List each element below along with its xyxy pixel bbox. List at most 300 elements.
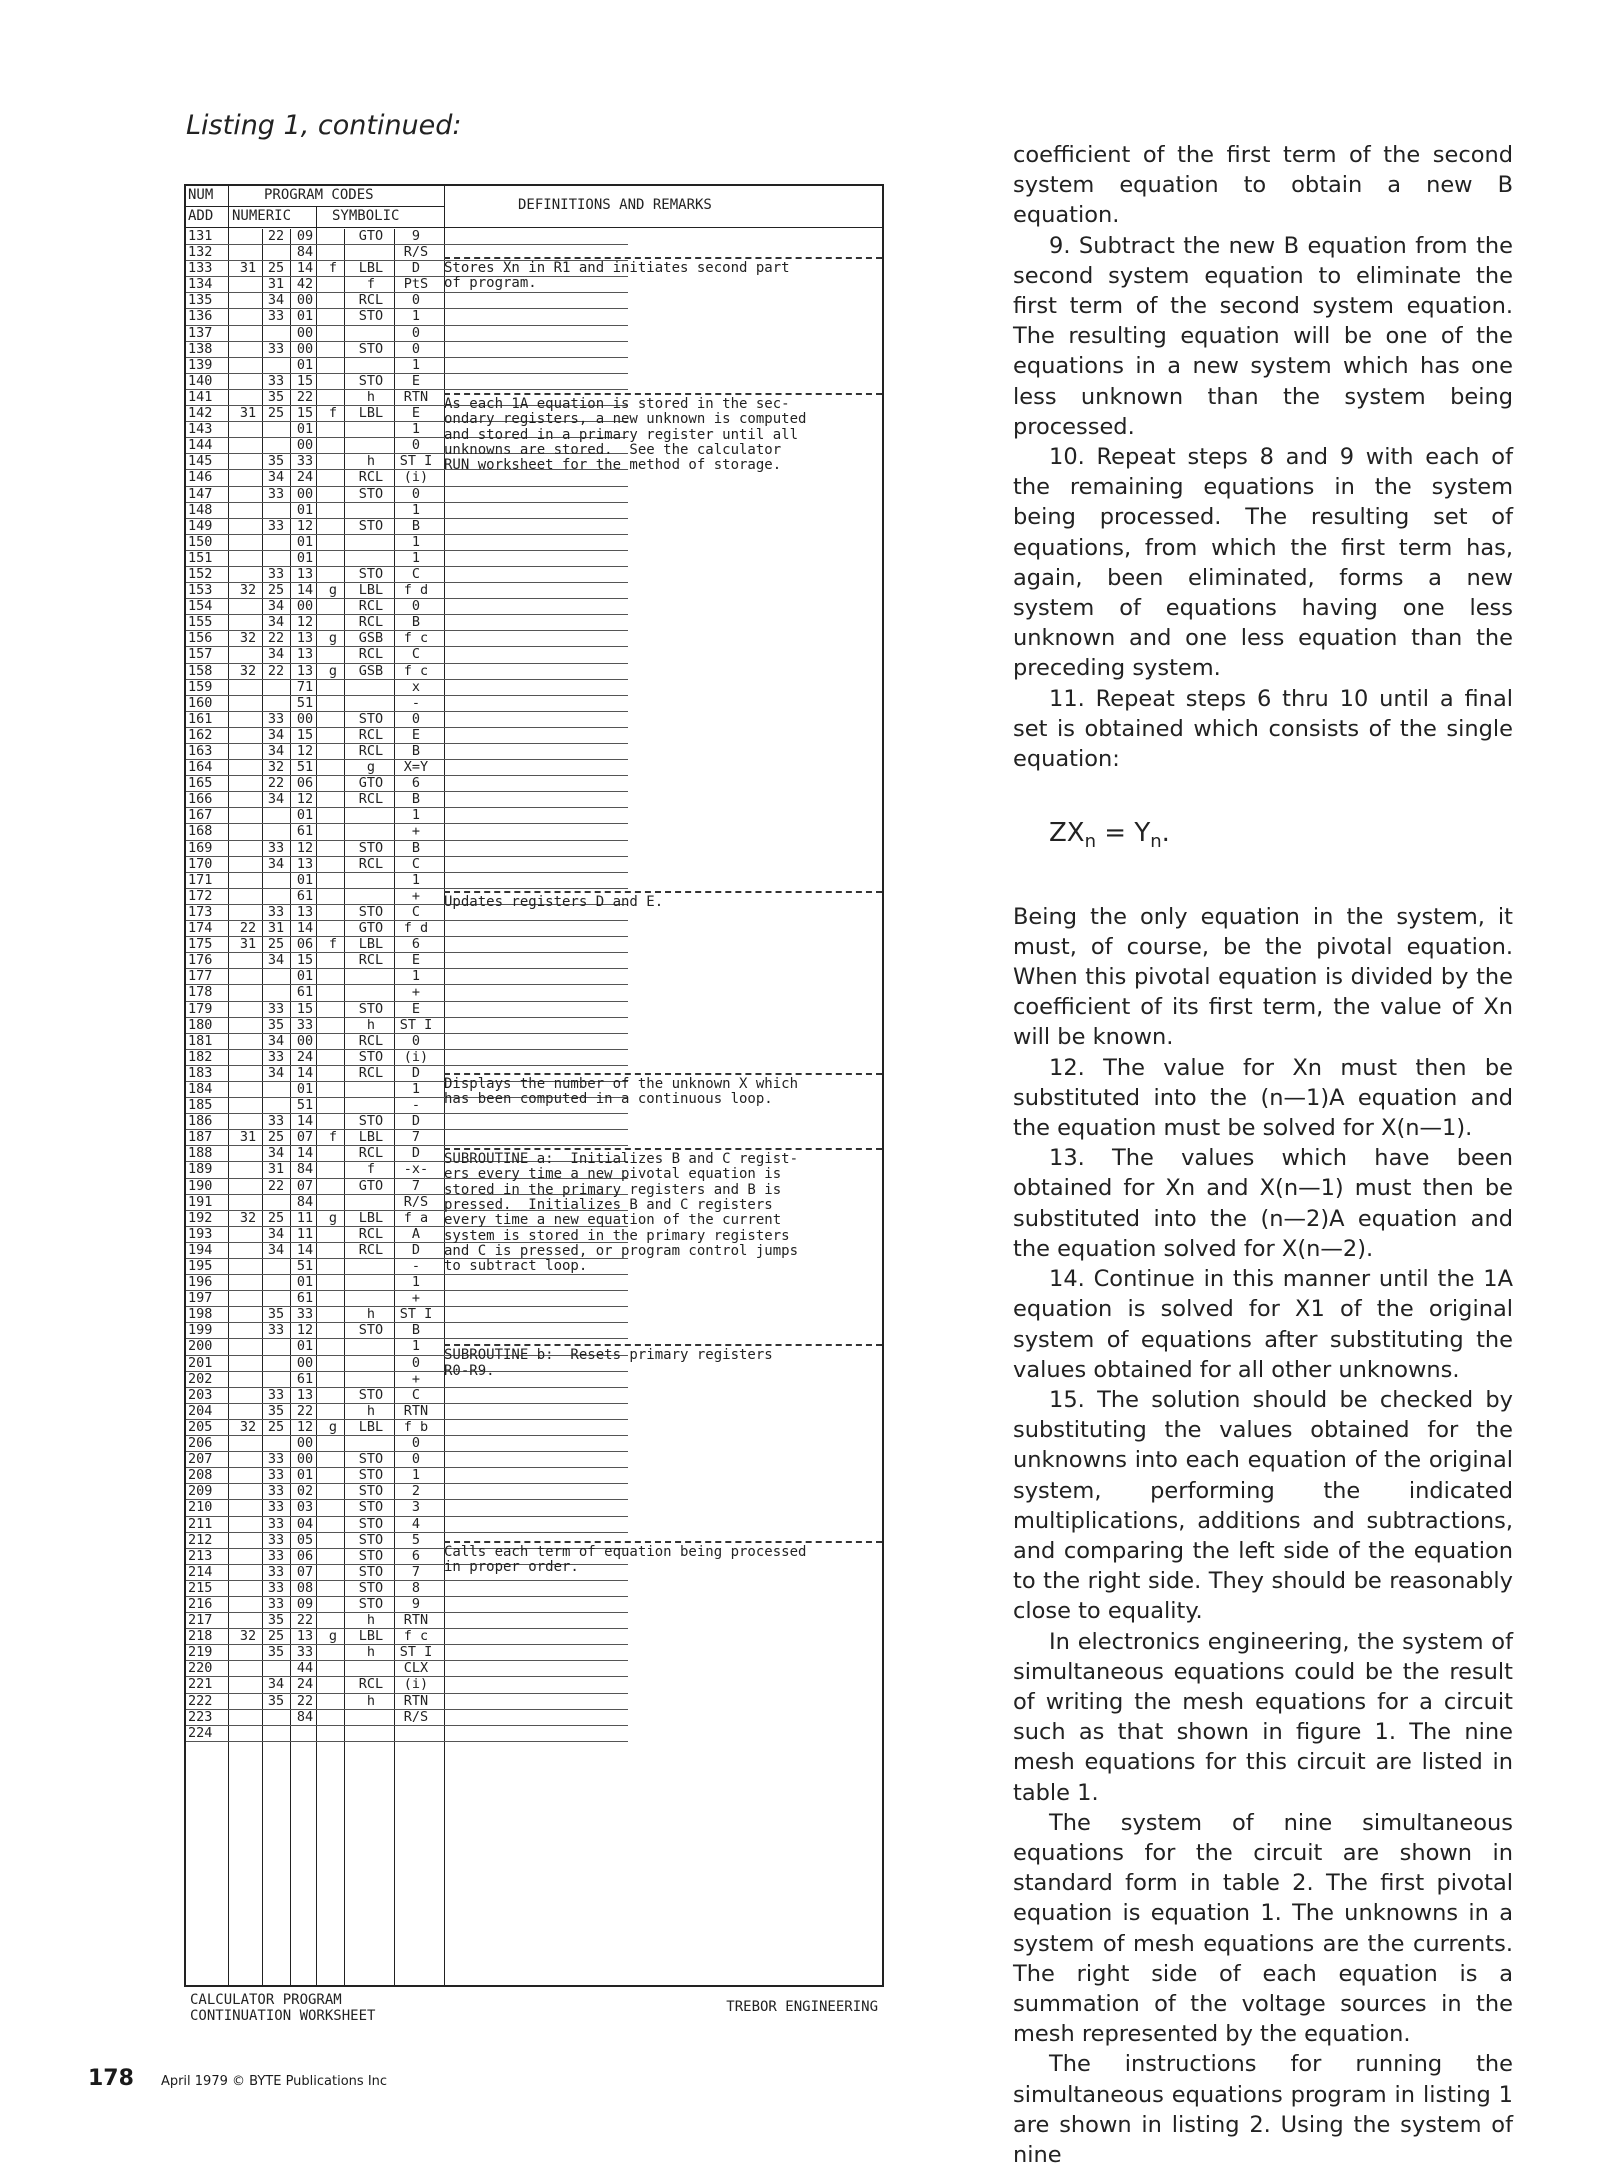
step-number: 221 bbox=[188, 1676, 213, 1693]
code-major: 33 bbox=[267, 1451, 285, 1468]
shift-key: f bbox=[328, 405, 338, 422]
code-minor: 12 bbox=[296, 517, 314, 534]
operation: RCL bbox=[358, 646, 384, 663]
program-step-row bbox=[186, 1018, 628, 1034]
remark-text: SUBROUTINE b: Resets primary registers R0-R9. bbox=[444, 1347, 773, 1379]
step-number: 165 bbox=[188, 775, 213, 792]
code-minor: 12 bbox=[296, 1322, 314, 1339]
operation: LBL bbox=[358, 260, 384, 277]
step-number: 203 bbox=[188, 1386, 213, 1403]
code-prefix: 32 bbox=[239, 1418, 257, 1435]
code-minor: 01 bbox=[296, 1338, 314, 1355]
step-number: 201 bbox=[188, 1354, 213, 1371]
code-minor: 00 bbox=[296, 1451, 314, 1468]
page-footer bbox=[88, 2066, 387, 2091]
code-major: 35 bbox=[267, 1016, 285, 1033]
step-number: 171 bbox=[188, 871, 213, 888]
code-minor: 01 bbox=[296, 549, 314, 566]
argument: 0 bbox=[411, 324, 421, 341]
argument: 9 bbox=[411, 1595, 421, 1612]
step-number: 183 bbox=[188, 1064, 213, 1081]
argument: B bbox=[411, 791, 421, 808]
argument: 8 bbox=[411, 1579, 421, 1596]
shift-key: f bbox=[328, 260, 338, 277]
code-major: 33 bbox=[267, 710, 285, 727]
argument: D bbox=[411, 1241, 421, 1258]
program-step-row bbox=[186, 792, 628, 808]
code-major: 22 bbox=[267, 630, 285, 647]
operation: RCL bbox=[358, 1676, 384, 1693]
argument: RTN bbox=[403, 1612, 429, 1629]
publication-credit: April 1979 © BYTE Publications Inc bbox=[160, 2074, 388, 2089]
argument: + bbox=[411, 823, 421, 840]
code-prefix: 31 bbox=[239, 1129, 257, 1146]
operation: LBL bbox=[358, 1418, 384, 1435]
code-major: 35 bbox=[267, 453, 285, 470]
code-major: 34 bbox=[267, 292, 285, 309]
argument: (i) bbox=[403, 1676, 429, 1693]
code-minor: 11 bbox=[296, 1225, 314, 1242]
program-step-row bbox=[186, 358, 628, 374]
argument: 1 bbox=[411, 1338, 421, 1355]
code-major: 31 bbox=[267, 920, 285, 937]
program-step-row bbox=[186, 1275, 628, 1291]
step-number: 215 bbox=[188, 1579, 213, 1596]
code-minor: 12 bbox=[296, 791, 314, 808]
argument: 1 bbox=[411, 807, 421, 824]
step-number: 218 bbox=[188, 1628, 213, 1645]
operation: RCL bbox=[358, 1225, 384, 1242]
step-number: 138 bbox=[188, 340, 213, 357]
program-step-row bbox=[186, 776, 628, 792]
step-number: 173 bbox=[188, 903, 213, 920]
argument: C bbox=[411, 855, 421, 872]
step-number: 174 bbox=[188, 920, 213, 937]
argument: RTN bbox=[403, 1402, 429, 1419]
code-minor: 84 bbox=[296, 1708, 314, 1725]
step-number: 204 bbox=[188, 1402, 213, 1419]
code-major: 33 bbox=[267, 1048, 285, 1065]
step-number: 143 bbox=[188, 421, 213, 438]
code-major: 33 bbox=[267, 1499, 285, 1516]
code-minor: 61 bbox=[296, 887, 314, 904]
code-major: 33 bbox=[267, 1467, 285, 1484]
program-step-row bbox=[186, 631, 628, 647]
step-number: 216 bbox=[188, 1595, 213, 1612]
step-number: 191 bbox=[188, 1193, 213, 1210]
argument: PtS bbox=[403, 276, 429, 293]
operation: GTO bbox=[358, 920, 384, 937]
step-number: 166 bbox=[188, 791, 213, 808]
code-minor: 24 bbox=[296, 469, 314, 486]
step-number: 162 bbox=[188, 726, 213, 743]
program-step-row bbox=[186, 1677, 628, 1693]
operation: RCL bbox=[358, 469, 384, 486]
step-number: 137 bbox=[188, 324, 213, 341]
code-minor: 13 bbox=[296, 630, 314, 647]
code-minor: 84 bbox=[296, 1161, 314, 1178]
argument: B bbox=[411, 743, 421, 759]
step-number: 210 bbox=[188, 1499, 213, 1516]
operation: RCL bbox=[358, 1032, 384, 1049]
argument: 1 bbox=[411, 421, 421, 438]
argument: 1 bbox=[411, 501, 421, 518]
argument: 3 bbox=[411, 1499, 421, 1516]
step-number: 219 bbox=[188, 1644, 213, 1661]
program-step-row bbox=[186, 1468, 628, 1484]
code-minor: 00 bbox=[296, 324, 314, 341]
code-minor: 22 bbox=[296, 1402, 314, 1419]
code-minor: 51 bbox=[296, 694, 314, 711]
operation: RCL bbox=[358, 726, 384, 743]
program-step-row bbox=[186, 1130, 628, 1146]
code-major: 34 bbox=[267, 1241, 285, 1258]
program-step-row bbox=[186, 1661, 628, 1677]
step-number: 140 bbox=[188, 372, 213, 389]
article-paragraph: 15. The solution should be checked by substituting the values obtained for the unknowns into each equation of the original system, performing the indicated multiplications, additions and subtractions, and comparing the left side of the equation to the right side. They should be reasonably close to equality. bbox=[1013, 1386, 1513, 1625]
program-step-row bbox=[186, 293, 628, 309]
remark-text: Calls each term of equation being processed in proper order. bbox=[444, 1543, 807, 1575]
code-major: 33 bbox=[267, 1322, 285, 1339]
argument: 0 bbox=[411, 1435, 421, 1452]
argument: + bbox=[411, 1370, 421, 1387]
header-add: ADD bbox=[188, 208, 214, 224]
argument: 2 bbox=[411, 1483, 421, 1500]
code-minor: 13 bbox=[296, 903, 314, 920]
code-prefix: 22 bbox=[239, 920, 257, 937]
program-step-row bbox=[186, 1645, 628, 1661]
program-step-row bbox=[186, 1002, 628, 1018]
code-major: 33 bbox=[267, 372, 285, 389]
operation: STO bbox=[358, 1547, 384, 1564]
shift-key: f bbox=[328, 936, 338, 953]
program-step-row bbox=[186, 1388, 628, 1404]
step-number: 159 bbox=[188, 678, 213, 695]
remark-text: SUBROUTINE a: Initializes B and C regist- ers every time a new pivotal equation is stored in the primary registers and B is pressed. Initializes B and C registers every time a new equation of the current system is stored in the primary registers and C is pressed, or program control jumps to subtract loop. bbox=[444, 1151, 799, 1275]
operation: STO bbox=[358, 903, 384, 920]
code-major: 34 bbox=[267, 791, 285, 808]
code-minor: 00 bbox=[296, 1435, 314, 1452]
step-number: 198 bbox=[188, 1306, 213, 1323]
code-major: 34 bbox=[267, 1676, 285, 1693]
code-major: 34 bbox=[267, 743, 285, 759]
program-step-row bbox=[186, 615, 628, 631]
operation: h bbox=[366, 1644, 376, 1661]
step-number: 145 bbox=[188, 453, 213, 470]
calculator-listing-worksheet bbox=[184, 184, 884, 2024]
remark-separator bbox=[444, 1148, 882, 1150]
code-major: 33 bbox=[267, 1579, 285, 1596]
code-minor: 01 bbox=[296, 1274, 314, 1291]
operation: STO bbox=[358, 1048, 384, 1065]
code-minor: 15 bbox=[296, 952, 314, 969]
argument: - bbox=[411, 1097, 421, 1114]
code-major: 33 bbox=[267, 517, 285, 534]
operation: STO bbox=[358, 1467, 384, 1484]
operation: RCL bbox=[358, 598, 384, 615]
remark-separator bbox=[444, 257, 882, 259]
program-step-row bbox=[186, 744, 628, 760]
code-minor: 13 bbox=[296, 1386, 314, 1403]
argument: 1 bbox=[411, 1080, 421, 1097]
remark-text: Displays the number of the unknown X which has been computed in a continuous loop. bbox=[444, 1075, 799, 1107]
argument: D bbox=[411, 1145, 421, 1162]
operation: RCL bbox=[358, 292, 384, 309]
article-column bbox=[1013, 140, 1513, 2170]
article-paragraph: The system of nine simultaneous equations for the circuit are shown in standard form in table 2. The first pivotal equation is equation 1. The unknowns in a system of mesh equations are the currents. The right side of each equation is a summation of the voltage sources in the mesh represented by the equation. bbox=[1013, 1809, 1513, 2048]
code-minor: 15 bbox=[296, 372, 314, 389]
code-minor: 00 bbox=[296, 1354, 314, 1371]
step-number: 194 bbox=[188, 1241, 213, 1258]
argument: 1 bbox=[411, 356, 421, 373]
remark-separator bbox=[444, 1541, 882, 1543]
step-number: 167 bbox=[188, 807, 213, 824]
program-step-row bbox=[186, 309, 628, 325]
argument: 6 bbox=[411, 936, 421, 953]
argument: B bbox=[411, 517, 421, 534]
step-number: 176 bbox=[188, 952, 213, 969]
operation: GSB bbox=[358, 662, 384, 679]
code-major: 31 bbox=[267, 1161, 285, 1178]
code-minor: 14 bbox=[296, 260, 314, 277]
remark-block bbox=[444, 393, 882, 473]
shift-key: g bbox=[328, 1209, 338, 1226]
code-minor: 09 bbox=[296, 228, 314, 244]
step-number: 187 bbox=[188, 1129, 213, 1146]
step-number: 132 bbox=[188, 244, 213, 261]
code-major: 25 bbox=[267, 936, 285, 953]
argument: f c bbox=[403, 1628, 429, 1645]
argument: 0 bbox=[411, 1032, 421, 1049]
argument: 6 bbox=[411, 775, 421, 792]
argument: 1 bbox=[411, 968, 421, 985]
code-prefix: 31 bbox=[239, 936, 257, 953]
step-number: 197 bbox=[188, 1290, 213, 1307]
code-major: 35 bbox=[267, 1612, 285, 1629]
code-minor: 13 bbox=[296, 855, 314, 872]
argument: C bbox=[411, 565, 421, 582]
argument: 1 bbox=[411, 549, 421, 566]
code-minor: 33 bbox=[296, 1644, 314, 1661]
program-step-row bbox=[186, 567, 628, 583]
operation: STO bbox=[358, 1451, 384, 1468]
argument: 1 bbox=[411, 308, 421, 325]
code-minor: 22 bbox=[296, 1612, 314, 1629]
step-number: 223 bbox=[188, 1708, 213, 1725]
program-step-row bbox=[186, 1291, 628, 1307]
article-paragraph: 11. Repeat steps 6 thru 10 until a final set is obtained which consists of the single equation: bbox=[1013, 685, 1513, 773]
argument: 9 bbox=[411, 228, 421, 244]
operation: STO bbox=[358, 710, 384, 727]
code-minor: 06 bbox=[296, 936, 314, 953]
listing-caption: Listing 1, continued: bbox=[186, 110, 462, 141]
remark-separator bbox=[444, 1073, 882, 1075]
program-step-row bbox=[186, 487, 628, 503]
operation: GTO bbox=[358, 775, 384, 792]
remark-text: Stores Xn in R1 and initiates second part of program. bbox=[444, 260, 790, 292]
argument: 1 bbox=[411, 1467, 421, 1484]
code-minor: 61 bbox=[296, 984, 314, 1001]
program-step-row bbox=[186, 1436, 628, 1452]
code-major: 33 bbox=[267, 1000, 285, 1017]
step-number: 208 bbox=[188, 1467, 213, 1484]
code-major: 22 bbox=[267, 662, 285, 679]
article-paragraph: coefficient of the first term of the second system equation to obtain a new B equation. bbox=[1013, 142, 1513, 229]
step-number: 220 bbox=[188, 1660, 213, 1677]
code-minor: 01 bbox=[296, 501, 314, 518]
code-major: 34 bbox=[267, 952, 285, 969]
argument: E bbox=[411, 952, 421, 969]
code-minor: 11 bbox=[296, 1209, 314, 1226]
code-minor: 33 bbox=[296, 1016, 314, 1033]
code-minor: 33 bbox=[296, 1306, 314, 1323]
step-number: 160 bbox=[188, 694, 213, 711]
argument: 1 bbox=[411, 533, 421, 550]
operation: RCL bbox=[358, 855, 384, 872]
code-major: 25 bbox=[267, 405, 285, 422]
step-number: 151 bbox=[188, 549, 213, 566]
program-step-row bbox=[186, 760, 628, 776]
program-step-row bbox=[186, 1034, 628, 1050]
step-number: 188 bbox=[188, 1145, 213, 1162]
program-step-row bbox=[186, 1420, 628, 1436]
code-major: 34 bbox=[267, 598, 285, 615]
code-minor: 14 bbox=[296, 1241, 314, 1258]
program-step-row bbox=[186, 1484, 628, 1500]
code-major: 31 bbox=[267, 276, 285, 293]
step-number: 181 bbox=[188, 1032, 213, 1049]
program-step-row bbox=[186, 1613, 628, 1629]
step-number: 139 bbox=[188, 356, 213, 373]
argument: RTN bbox=[403, 388, 429, 405]
step-number: 207 bbox=[188, 1451, 213, 1468]
program-step-row bbox=[186, 1710, 628, 1726]
code-major: 35 bbox=[267, 1402, 285, 1419]
code-major: 22 bbox=[267, 1177, 285, 1194]
code-major: 22 bbox=[267, 228, 285, 244]
code-major: 35 bbox=[267, 1644, 285, 1661]
program-step-row bbox=[186, 1452, 628, 1468]
operation: h bbox=[366, 1306, 376, 1323]
step-number: 135 bbox=[188, 292, 213, 309]
code-minor: 00 bbox=[296, 710, 314, 727]
operation: RCL bbox=[358, 791, 384, 808]
code-major: 25 bbox=[267, 582, 285, 599]
code-minor: 06 bbox=[296, 775, 314, 792]
program-step-row bbox=[186, 1323, 628, 1339]
shift-key: g bbox=[328, 630, 338, 647]
step-number: 213 bbox=[188, 1547, 213, 1564]
code-minor: 14 bbox=[296, 582, 314, 599]
program-step-row bbox=[186, 857, 628, 873]
code-minor: 01 bbox=[296, 1080, 314, 1097]
code-major: 33 bbox=[267, 565, 285, 582]
article-paragraph: 10. Repeat steps 8 and 9 with each of the remaining equations in the system being processed. The resulting set of equations, from which the first term has, again, been eliminated, forms a new system of equations having one less unknown and one less equation than the preceding system. bbox=[1013, 444, 1513, 682]
step-number: 224 bbox=[188, 1724, 213, 1741]
argument: D bbox=[411, 260, 421, 277]
step-number: 150 bbox=[188, 533, 213, 550]
header-symbolic: SYMBOLIC bbox=[332, 208, 400, 224]
step-number: 195 bbox=[188, 1258, 213, 1274]
argument: RTN bbox=[403, 1692, 429, 1709]
step-number: 164 bbox=[188, 759, 213, 776]
equation: $ZX_n = Y_n$. bbox=[1049, 818, 1170, 853]
operation: LBL bbox=[358, 405, 384, 422]
step-number: 189 bbox=[188, 1161, 213, 1178]
remark-block bbox=[444, 891, 882, 910]
operation: h bbox=[366, 1692, 376, 1709]
program-step-row bbox=[186, 985, 628, 1001]
remark-block bbox=[444, 1344, 882, 1379]
argument: CLX bbox=[403, 1660, 429, 1677]
code-minor: 08 bbox=[296, 1579, 314, 1596]
program-step-row bbox=[186, 374, 628, 390]
program-step-row bbox=[186, 1726, 628, 1742]
operation: RCL bbox=[358, 952, 384, 969]
code-prefix: 31 bbox=[239, 405, 257, 422]
operation: h bbox=[366, 453, 376, 470]
remark-text: Updates registers D and E. bbox=[444, 894, 664, 911]
code-major: 25 bbox=[267, 1418, 285, 1435]
program-step-row bbox=[186, 229, 628, 245]
operation: RCL bbox=[358, 614, 384, 631]
code-minor: 13 bbox=[296, 662, 314, 679]
program-step-row bbox=[186, 1629, 628, 1645]
shift-key: g bbox=[328, 1628, 338, 1645]
operation: STO bbox=[358, 372, 384, 389]
operation: LBL bbox=[358, 1129, 384, 1146]
operation: h bbox=[366, 1612, 376, 1629]
code-major: 35 bbox=[267, 388, 285, 405]
program-step-row bbox=[186, 696, 628, 712]
operation: STO bbox=[358, 485, 384, 502]
operation: STO bbox=[358, 1113, 384, 1130]
operation: RCL bbox=[358, 1145, 384, 1162]
program-step-row bbox=[186, 503, 628, 519]
step-number: 158 bbox=[188, 662, 213, 679]
code-minor: 24 bbox=[296, 1048, 314, 1065]
argument: 5 bbox=[411, 1531, 421, 1548]
code-major: 33 bbox=[267, 1483, 285, 1500]
code-major: 22 bbox=[267, 775, 285, 792]
argument: ST I bbox=[399, 1016, 433, 1033]
program-step-row bbox=[186, 1517, 628, 1533]
argument: 0 bbox=[411, 292, 421, 309]
code-prefix: 31 bbox=[239, 260, 257, 277]
argument: + bbox=[411, 984, 421, 1001]
code-minor: 00 bbox=[296, 340, 314, 357]
argument: B bbox=[411, 614, 421, 631]
article-paragraph: 12. The value for Xn must then be substituted into the (n—1)A equation and the equation must be solved for X(n—1). bbox=[1013, 1054, 1513, 1142]
code-minor: 24 bbox=[296, 1676, 314, 1693]
argument: (i) bbox=[403, 1048, 429, 1065]
code-major: 34 bbox=[267, 855, 285, 872]
argument: 0 bbox=[411, 598, 421, 615]
step-number: 212 bbox=[188, 1531, 213, 1548]
article-paragraph: 9. Subtract the new B equation from the second system equation to eliminate the first term of the second system equation. The resulting equation will be one of the equations in a new system which has one less unknown than the system being processed. bbox=[1013, 232, 1513, 440]
argument: R/S bbox=[403, 1193, 429, 1210]
code-minor: 12 bbox=[296, 743, 314, 759]
code-major: 33 bbox=[267, 1113, 285, 1130]
program-step-row bbox=[186, 1694, 628, 1710]
code-minor: 01 bbox=[296, 308, 314, 325]
code-minor: 02 bbox=[296, 1483, 314, 1500]
step-number: 146 bbox=[188, 469, 213, 486]
step-number: 205 bbox=[188, 1418, 213, 1435]
code-minor: 15 bbox=[296, 405, 314, 422]
operation: STO bbox=[358, 1563, 384, 1580]
operation: RCL bbox=[358, 743, 384, 759]
